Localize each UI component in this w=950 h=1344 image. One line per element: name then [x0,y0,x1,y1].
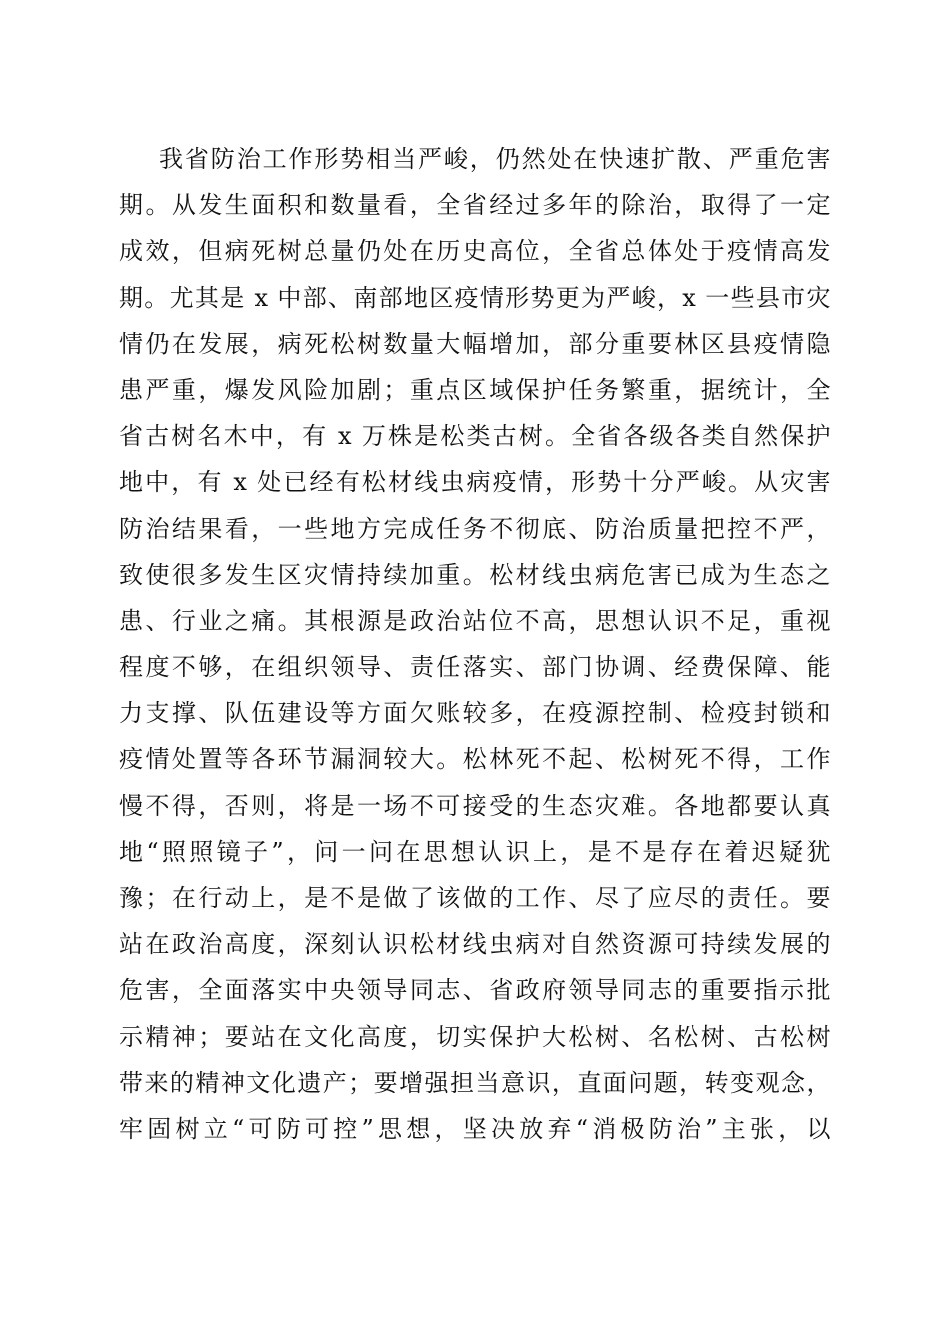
text-line: 疫情处置等各环节漏洞较大。松林死不起、松树死不得，工作 [119,745,831,774]
text-line: 牢固树立“可防可控”思想，坚决放弃“消极防治”主张，以 [119,1114,831,1143]
text-line: 慢不得，否则，将是一场不可接受的生态灾难。各地都要认真 [119,791,831,820]
text-line: 成效，但病死树总量仍处在历史高位，全省总体处于疫情高发 [119,237,831,266]
text-line: 患严重，爆发风险加剧；重点区域保护任务繁重，据统计，全 [119,375,831,404]
text-line: 地中，有 x 处已经有松材线虫病疫情，形势十分严峻。从灾害 [119,468,831,497]
text-line: 站在政治高度，深刻认识松材线虫病对自然资源可持续发展的 [119,930,831,959]
text-line: 患、行业之痛。其根源是政治站位不高，思想认识不足，重视 [119,606,831,635]
text-line: 期。尤其是 x 中部、南部地区疫情形势更为严峻，x 一些县市灾 [119,283,831,312]
body-paragraph [119,136,831,1152]
text-line: 程度不够，在组织领导、责任落实、部门协调、经费保障、能 [119,653,831,682]
text-line: 期。从发生面积和数量看，全省经过多年的除治，取得了一定 [119,191,831,220]
text-line: 我省防治工作形势相当严峻，仍然处在快速扩散、严重危害 [159,145,831,173]
text-line: 危害，全面落实中央领导同志、省政府领导同志的重要指示批 [119,976,831,1005]
text-line: 地“照照镜子”，问一问在思想认识上，是不是存在着迟疑犹 [119,837,831,866]
text-line: 致使很多发生区灾情持续加重。松材线虫病危害已成为生态之 [119,560,831,589]
text-line: 示精神；要站在文化高度，切实保护大松树、名松树、古松树 [119,1022,831,1051]
text-line: 情仍在发展，病死松树数量大幅增加，部分重要林区县疫情隐 [119,329,831,358]
text-line: 力支撑、队伍建设等方面欠账较多，在疫源控制、检疫封锁和 [119,699,831,728]
text-line: 豫；在行动上，是不是做了该做的工作、尽了应尽的责任。要 [119,884,831,912]
text-line: 省古树名木中，有 x 万株是松类古树。全省各级各类自然保护 [119,422,831,451]
text-line: 带来的精神文化遗产；要增强担当意识，直面问题，转变观念， [119,1068,831,1097]
text-line: 防治结果看，一些地方完成任务不彻底、防治质量把控不严， [119,514,831,543]
